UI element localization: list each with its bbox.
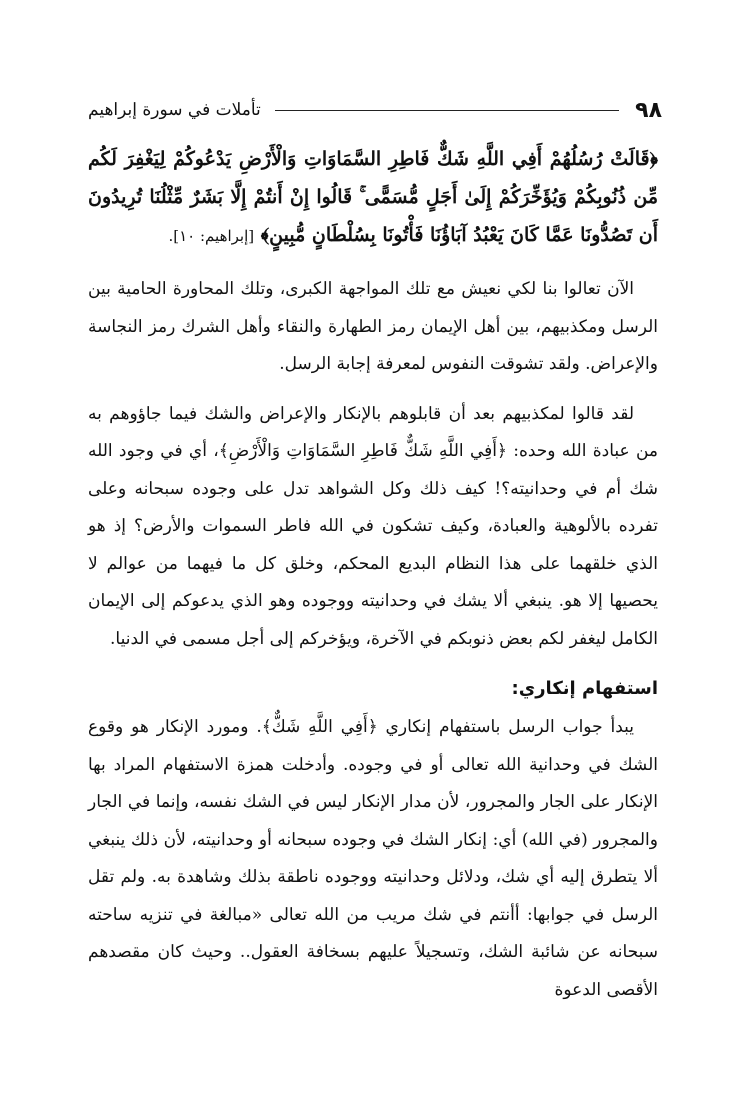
paragraph: لقد قالوا لمكذبيهم بعد أن قابلوهم بالإنكار والإعراض والشك فيما جاؤوهم به من عبادة الله وحده: ﴿أَفِي اللَّهِ شَكٌّ فَاطِرِ السَّمَاوَاتِ وَالْأَرْضِ﴾، أي في وجود الله شك أم في وحدانيته؟! كيف ذلك وكل الشواهد تدل على وجوده سبحانه وعلى تفرده بالألوهية والعبادة، وكيف تشكون في الله فاطر السموات والأرض؟ إذ هو الذي خلقهما على هذا النظام البديع المحكم، وخلق كل ما فيهما من عوالم لا يحصيها إلا هو. ينبغي ألا يشك في وحدانيته ووجوده وهو الذي يدعوكم إلى الإيمان الكامل ليغفر لكم بعض ذنوبكم في الآخرة، ويؤخركم إلى أجل مسمى في الدنيا. bbox=[88, 403, 658, 649]
section-paragraph: يبدأ جواب الرسل باستفهام إنكاري ﴿أَفِي اللَّهِ شَكٌّ﴾. ومورد الإنكار هو وقوع الشك في وحدانية الله تعالى أو في وجوده. وأدخلت همزة الاستفهام المراد بها الإنكار على الجار والمجرور، لأن مدار الإنكار ليس في الشك نفسه، وإنما في الجار والمجرور (في الله) أي: إنكار الشك في وجوده سبحانه أو وحدانيته، لأن ذلك ينبغي ألا يتطرق إليه أي شك، ودلائل وحدانيته ووجوده ناطقة بذلك وشاهدة به. ولم تقل الرسل في جوابها: أأنتم في شك مريب من الله تعالى «مبالغة في تنزيه ساحته سبحانه عن شائبة الشك، وتسجيلاً عليهم بسخافة العقول.. وحيث كان مقصدهم الأقصى الدعوة bbox=[88, 717, 658, 1000]
quran-verse bbox=[88, 140, 658, 255]
header-rule bbox=[275, 110, 619, 111]
page-content bbox=[88, 140, 658, 1021]
verse-citation: [إبراهيم: ١٠]. bbox=[168, 227, 255, 245]
paragraph: الآن تعالوا بنا لكي نعيش مع تلك المواجهة الكبرى، وتلك المحاورة الحامية بين الرسل ومكذبيهم، بين أهل الإيمان رمز الطهارة والنقاء وأهل الشرك رمز النجاسة والإعراض. ولقد تشوقت النفوس لمعرفة إجابة الرسل. bbox=[88, 279, 658, 374]
running-title: تأملات في سورة إبراهيم bbox=[88, 100, 261, 120]
page-number: ٩٨ bbox=[635, 97, 662, 123]
verse-text: ﴿قَالَتْ رُسُلُهُمْ أَفِي اللَّهِ شَكٌّ فَاطِرِ السَّمَاوَاتِ وَالْأَرْضِ يَدْعُوكُمْ لِيَغْفِرَ لَكُم مِّن ذُنُوبِكُمْ وَيُؤَخِّرَكُمْ إِلَىٰ أَجَلٍ مُّسَمًّى ۚ قَالُوا إِنْ أَنتُمْ إِلَّا بَشَرٌ مِّثْلُنَا تُرِيدُونَ أَن تَصُدُّونَا عَمَّا كَانَ يَعْبُدُ آبَاؤُنَا فَأْتُونَا بِسُلْطَانٍ مُّبِينٍ﴾ bbox=[88, 148, 658, 246]
section-heading: استفهام إنكاري: bbox=[511, 678, 658, 699]
page-header bbox=[88, 96, 662, 124]
